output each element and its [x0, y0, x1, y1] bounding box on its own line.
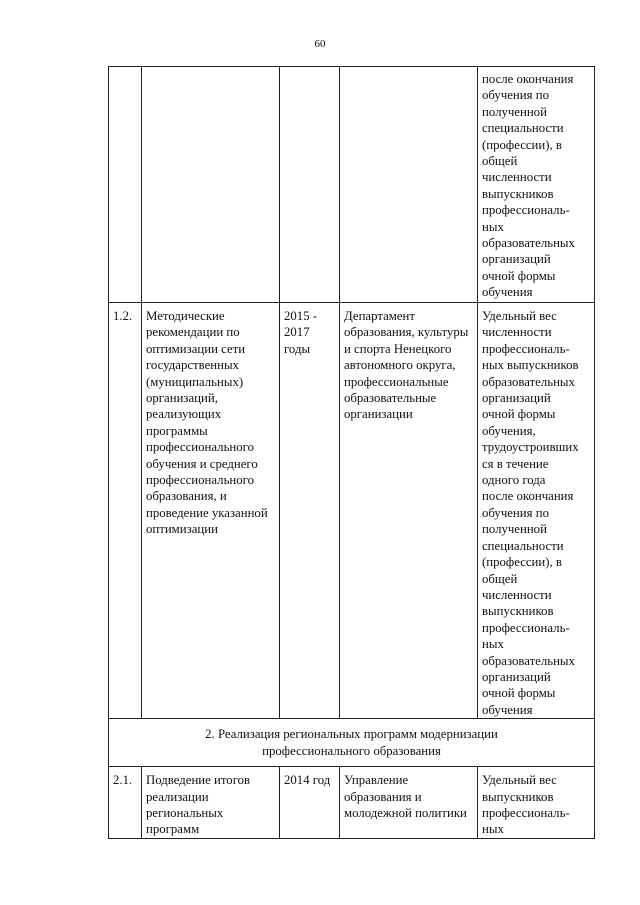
executor-cell: Управление образования и молодежной политики [340, 767, 478, 839]
period-cell [280, 67, 340, 303]
measures-table [108, 66, 595, 839]
section-header-row [109, 719, 595, 767]
section-title-line-2: профессионального образования [262, 743, 441, 758]
row-number-cell: 1.2. [109, 303, 142, 719]
period-cell: 2014 год [280, 767, 340, 839]
section-title [109, 719, 595, 767]
executor-cell [340, 67, 478, 303]
indicator-cell: Удельный вес численности профессиональ- ных выпускников образовательных организаций очной формы обучения, трудоустроивших ся в течение одного года после окончания обучения по полученной специальности (профессии), в общей численности выпускников профессиональ- ных образовательных организаций очной формы обучения [478, 303, 595, 719]
measure-name-cell: Подведение итогов реализации региональных программ [142, 767, 280, 839]
table-row-continuation [109, 67, 595, 303]
period-cell: 2015 - 2017 годы [280, 303, 340, 719]
row-number-cell [109, 67, 142, 303]
indicator-cell: Удельный вес выпускников профессиональ- ных [478, 767, 595, 839]
measure-name-cell: Методические рекомендации по оптимизации сети государственных (муниципальных) организаций, реализующих программы профессионального обучения и среднего профессионального образования, и проведение указанной оптимизации [142, 303, 280, 719]
indicator-cell: после окончания обучения по полученной специальности (профессии), в общей численности выпускников профессиональ- ных образовательных организаций очной формы обучения [478, 67, 595, 303]
measure-name-cell [142, 67, 280, 303]
table-row-1-2 [109, 303, 595, 719]
row-number-cell: 2.1. [109, 767, 142, 839]
section-title-line-1: 2. Реализация региональных программ модернизации [205, 727, 498, 742]
executor-cell: Департамент образования, культуры и спорта Ненецкого автономного округа, профессиональные образовательные организации [340, 303, 478, 719]
table-row-2-1 [109, 767, 595, 839]
page-number: 60 [314, 38, 326, 50]
